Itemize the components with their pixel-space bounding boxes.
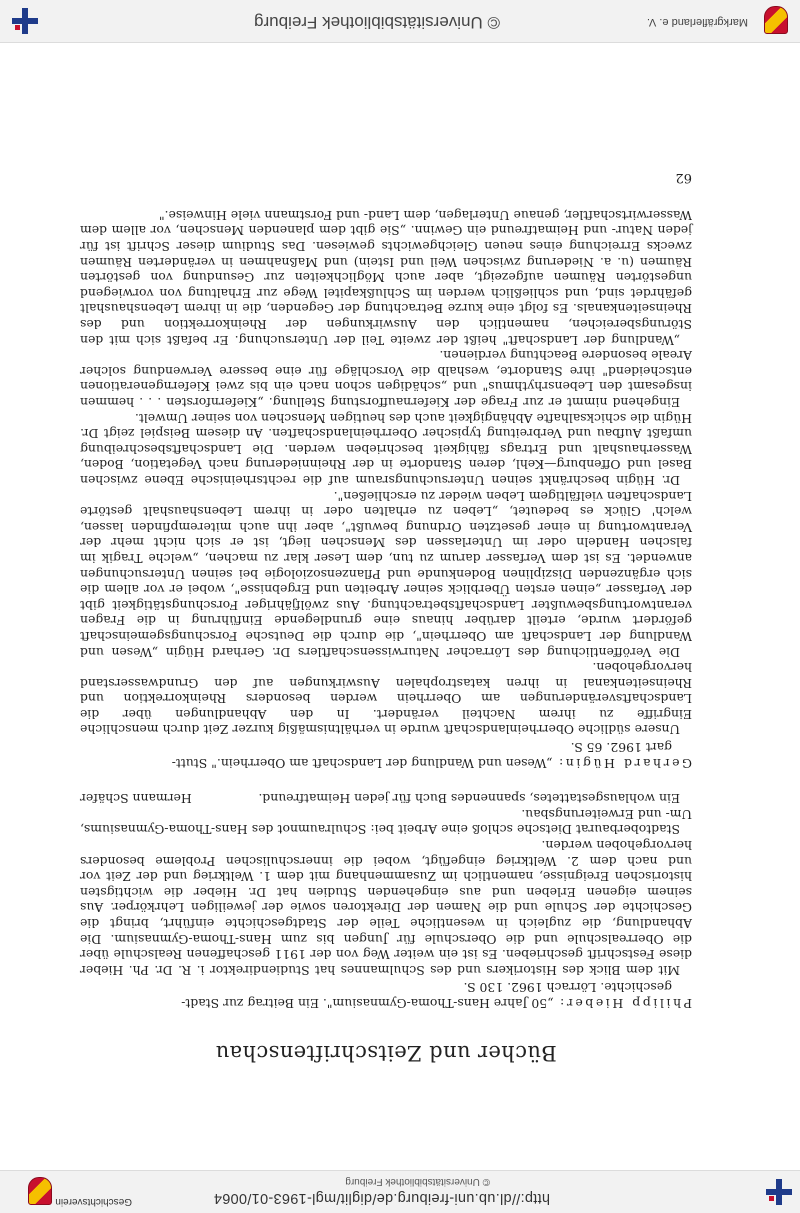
association-crest-icon — [28, 1177, 52, 1205]
review-author: Gerhard Hügin: — [556, 755, 692, 771]
review-paragraph: Dr. Hügin beschränkt seinen Untersuchungsraum auf die rechtsrheinische Ebene zwischen Basel und Offenburg—Kehl, deren Standorte in der Rheinniederung nach Vegetation, Boden, Wasserhaushalt und Ertrags fähigkeit beschrieben werden. Die Landschaftsbeschreibung umfaßt Aufbau und Verbreitung typischer Oberrheinlandschaften. An diesem Beispiel zeigt Dr. Hügin die schicksalhafte Abhängigkeit auch des heutigen Menschen von seiner Umwelt. — [80, 410, 692, 488]
page-content — [80, 189, 692, 1065]
review-paragraph: Unsere südliche Oberrheinlandschaft wurde in verhältnismäßig kurzer Zeit durch menschliche Eingriffe zu ihrem Nachteil verändert. In den Abhandlungen über die Landschaftsveränderungen am Oberrhein werden besonders Rheinkorrektion und Rheinseitenkanal in ihren katastrophalen Auswirkungen auf den Grundwasserstand hervorgehoben. — [80, 660, 692, 738]
review-signature: Hermann Schäfer — [80, 791, 192, 807]
review-hieber — [80, 791, 692, 1011]
footer-association: Markgräflerland e. V. — [646, 16, 748, 28]
review-ref-cont: gart 1962. 65 S. — [570, 740, 672, 756]
review-paragraph: „Wandlung der Landschaft" heißt der zweite Teil der Untersuchung. Er befaßt sich mit den Störungsbereichen, namentlich den Auswirkungen der Rheinkorrektion und des Rheinseitenkanals. Es folgt eine kurze Betrachtung der Gegenden, die in ihrem Lebenshaushalt gefährdet sind, und schließlich werden im Schlußkapitel Wege zur Erhaltung von vorwiegend ungestörten Räumen aufgezeigt, aber auch Möglichkeiten zur Gesundung von gestörten Räumen (u. a. Niederung zwischen Weil und Istein) und Maßnahmen in veränderten Räumen zwecks Erreichung eines neuen Gleichgewichts gewiesen. Das Studium dieser Schrift ist für jeden Natur- und Heimatfreund ein Gewinn. „Sie gibt dem planenden Menschen, vor allem dem Wasserwirtschaftler, genaue Unterlagen, dem Land- und Forstmann viele Hinweise." — [80, 207, 692, 348]
review-paragraph: Stadtoberbaurat Dietsche schloß eine Arbeit bei: Schulraumnot des Hans-Thoma-Gymnasiums, Um- und Erweiterungsbau. — [80, 806, 692, 838]
review-paragraph: Eingehend nimmt er zur Frage der Kiefernaufforstung Stellung. „Kiefernforsten . . . hemmen insgesamt den Lebensrhythmus" und „schädigen schon nach ein bis zwei Kieferngenerationen entscheidend" ihre Standorte, weshalb die Vorschläge für eine bessere Verwendung solcher Areale besondere Beachtung verdienen. — [80, 348, 692, 411]
footer-copyright: © Universitätsbibliothek Freiburg — [254, 13, 500, 32]
page-title: Bücher und Zeitschriftenschau — [215, 1041, 557, 1065]
header-copyright: © Universitätsbibliothek Freiburg — [345, 1176, 490, 1187]
review-paragraph — [80, 791, 692, 807]
review-ref-title: „50 Jahre Hans-Thoma-Gymnasium". Ein Beitrag zur Stadt- — [181, 996, 554, 1011]
review-author: Philipp Hieber: — [557, 996, 692, 1011]
review-closing-sentence: Ein wohlausgestattetes, spannendes Buch für jeden Heimatfreund. — [258, 791, 680, 807]
header-association: Geschichtsverein — [55, 1196, 132, 1207]
review-paragraph: Die Veröffentlichung des Lörracher Naturwissenschaftlers Dr. Gerhard Hügin „Wesen und Wandlung der Landschaft am Oberrhein", die durch die Deutsche Forschungsgemeinschaft gefördert wurde, erteilt darüber hinaus eine grundlegende Einführung in die Fragen verantwortungsbewußter Landschaftsbetrachtung. Aus zwölfjähriger Forschungstätigkeit gibt der Verfasser „einen ersten Überblick seiner Arbeiten und Ergebnisse", wobei er vor allem die sich ergänzenden Disziplinen Bodenkunde und Pflanzensoziologie bei seinen Untersuchungen anwendet. Es ist dem Verfasser darum zu tun, dem Leser klar zu machen, „welche Tragik im falschen Handeln oder im Unterlassen des Menschen liegt, ist er sich nicht mehr der Verantwortung in einer gesetzten Ordnung bewußt", aber ihn auch miterempfinden lassen, welch' Glück es bedeutet, „Leben zu erhalten oder in ihrem Lebenshaushalt gestörte Landschaften vielfältigem Leben wieder zu erschließen". — [80, 488, 692, 660]
review-ref-cont: geschichte. Lörrach 1962. 130 S. — [463, 980, 672, 996]
university-library-logo-icon — [766, 1179, 792, 1205]
review-huegin — [80, 207, 692, 770]
review-paragraph: Mit dem Blick des Historikers und des Schulmannes hat Studiendirektor i. R. Dr. Ph. Hieber diese Festschrift geschrieben. Es ist ein weiter Weg von der 1911 geschaffenen Realschule über die Oberrealschule und die Oberschule für Jungen bis zum Hans-Thoma-Gymnasium. Die Abhandlung, die zugleich in wesentliche Teile der Stadtgeschichte einführt, bringt die Geschichte der Schule und die Namen der Direktoren sowie der jeweiligen Lehrkörper. Aus seinem eigenen Erleben und aus eingehenden Studien hat Dr. Hieber die wichtigsten historischen Ereignisse, namentlich im Zusammenhang mit dem 1. Weltkrieg und der Zeit vor und nach dem 2. Weltkrieg eingefügt, wobei die innerschulischen Probleme besonders hervorgehoben werden. — [80, 838, 692, 978]
review-reference — [80, 980, 692, 1011]
review-reference — [80, 740, 692, 771]
university-library-logo-icon — [12, 8, 38, 34]
review-ref-title: „Wesen und Wandlung der Landschaft am Oberrhein." Stutt- — [171, 755, 553, 771]
viewer-header-bar — [0, 1170, 800, 1213]
page-number: 62 — [675, 170, 692, 185]
association-crest-icon — [764, 6, 788, 34]
document-url[interactable]: http://dl.ub.uni-freiburg.de/diglit/mgl-1963-01/0064 — [213, 1190, 550, 1206]
viewer-footer-bar — [0, 0, 800, 43]
